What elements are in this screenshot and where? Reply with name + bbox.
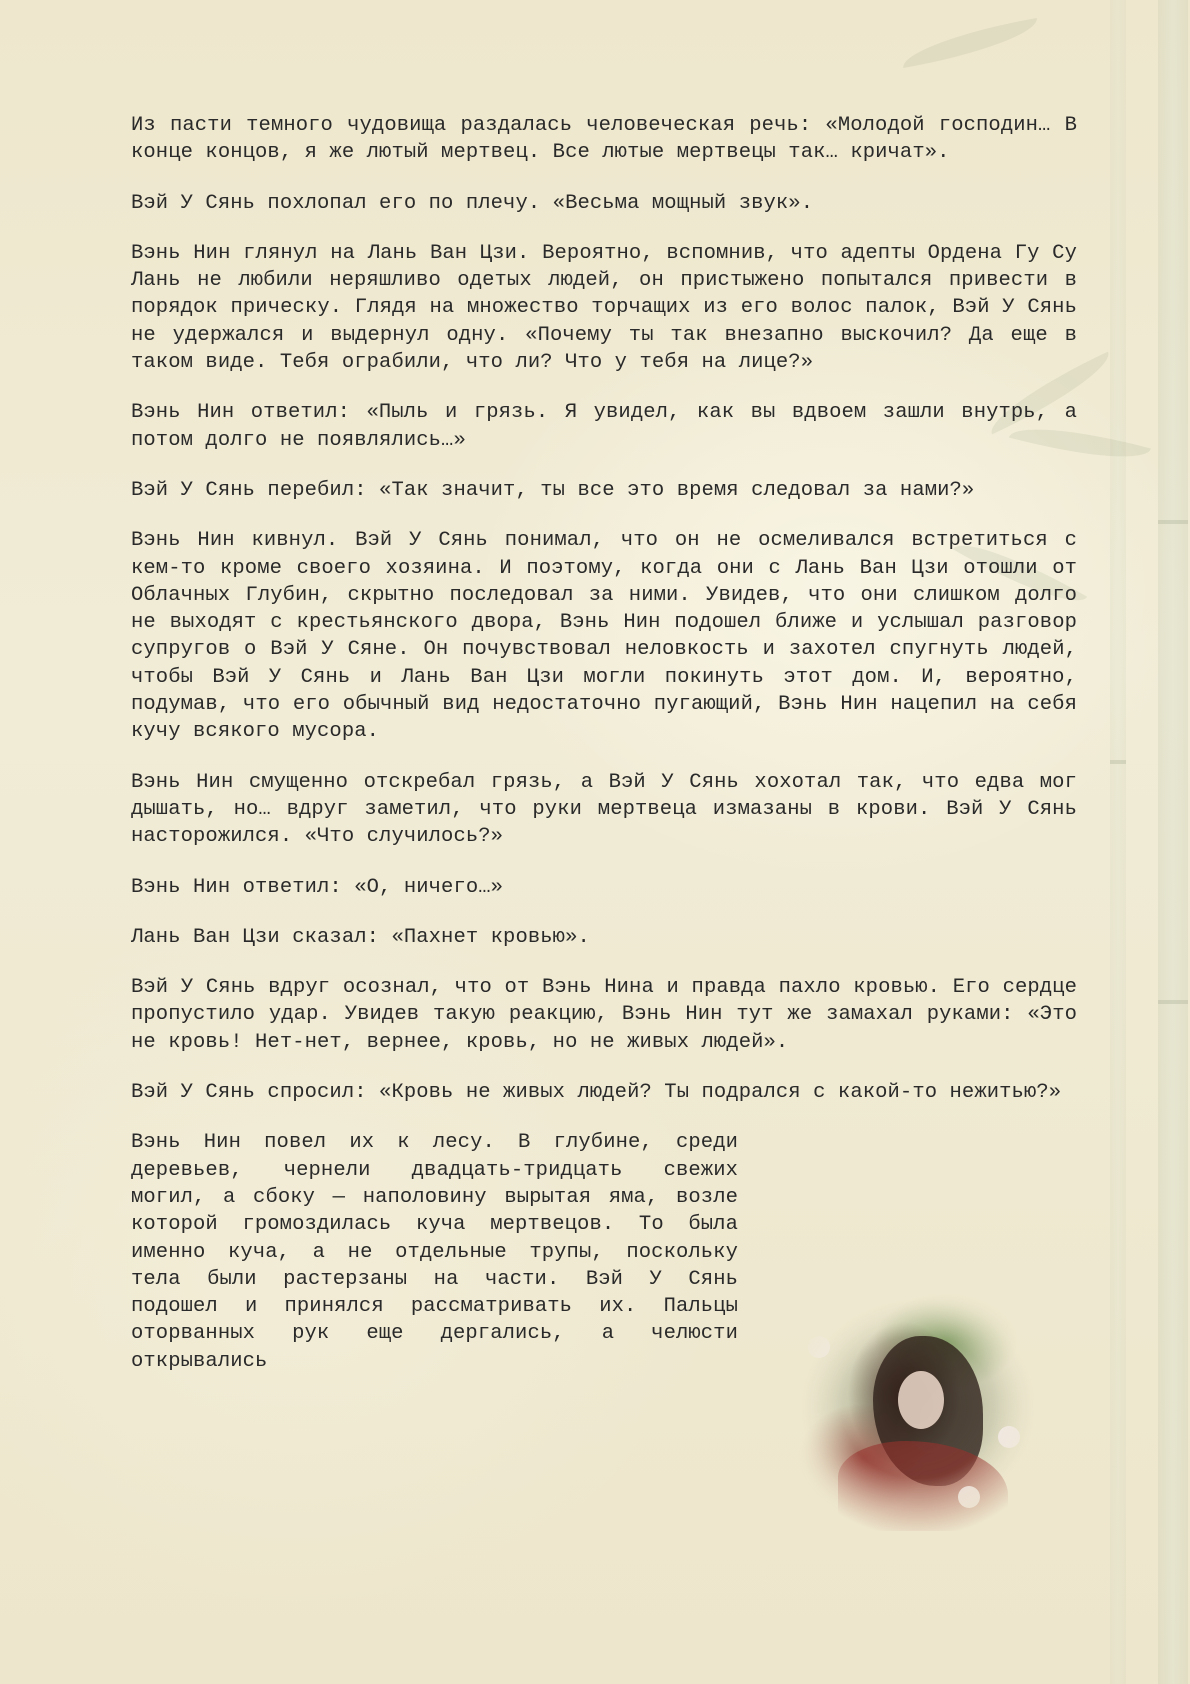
bamboo-decoration xyxy=(1110,0,1126,1684)
bamboo-leaf xyxy=(899,18,1041,68)
bamboo-decoration xyxy=(1158,0,1188,1684)
illustration-blossom xyxy=(958,1486,980,1508)
paragraph: Из пасти темного чудовища раздалась человеческая речь: «Молодой господин… В конце концов, я же лютый мертвец. Все лютые мертвецы так… кричат». xyxy=(131,114,1077,165)
bamboo-node xyxy=(1110,760,1126,764)
bamboo-node xyxy=(1158,520,1188,524)
paragraph: Вэнь Нин глянул на Лань Ван Цзи. Вероятно, вспомнив, что адепты Ордена Гу Су Лань не любили неряшливо одетых людей, он пристыжено попытался привести в порядок прическу. Глядя на множество торчащих из его волос палок, Вэй У Сянь не удержался и выдернул одну. «Почему ты так внезапно выскочил? Да еще в таком виде. Тебя ограбили, что ли? Что у тебя на лице?» xyxy=(131,241,1077,375)
paragraph: Вэй У Сянь вдруг осознал, что от Вэнь Нина и правда пахло кровью. Его сердце пропустило удар. Увидев такую реакцию, Вэнь Нин тут же замахал руками: «Это не кровь! Нет-нет, вернее, кровь, но не живых людей». xyxy=(131,976,1077,1054)
illustration-image xyxy=(778,1276,1058,1538)
paragraph: Вэй У Сянь спросил: «Кровь не живых людей? Ты подрался с какой-то нежитью?» xyxy=(131,1081,1062,1105)
paragraph: Вэнь Нин повел их к лесу. В глубине, среди деревьев, чернели двадцать-тридцать свежих могил, а сбоку — наполовину вырытая яма, возле которой громоздилась куча мертвецов. То была именно куча, а не отдельные трупы, поскольку тела были растерзаны на части. Вэй У Сянь подошел и принялся рассматривать их. Пальцы оторванных рук еще дергались, а челюсти открывались xyxy=(131,1131,738,1373)
illustration-robe xyxy=(838,1441,1008,1531)
illustration-blossom xyxy=(808,1336,830,1358)
paragraph: Вэнь Нин ответил: «Пыль и грязь. Я увидел, как вы вдвоем зашли внутрь, а потом долго не появлялись…» xyxy=(131,401,1077,452)
bamboo-node xyxy=(1158,1000,1188,1004)
document-body xyxy=(131,112,1077,1398)
paragraph: Вэнь Нин смущенно отскребал грязь, а Вэй У Сянь хохотал так, что едва мог дышать, но… вдруг заметил, что руки мертвеца измазаны в крови. Вэй У Сянь насторожился. «Что случилось?» xyxy=(131,770,1077,849)
paragraph: Лань Ван Цзи сказал: «Пахнет кровью». xyxy=(131,925,590,949)
paragraph: Вэй У Сянь похлопал его по плечу. «Весьма мощный звук». xyxy=(131,191,814,215)
illustration-blossom xyxy=(998,1426,1020,1448)
illustration-face xyxy=(898,1371,944,1429)
paragraph: Вэнь Нин кивнул. Вэй У Сянь понимал, что он не осмеливался встретиться с кем-то кроме своего хозяина. И поэтому, когда они с Лань Ван Цзи отошли от Облачных Глубин, скрытно последовал за ними. Увидев, что они слишком долго не выходят с крестьянского двора, Вэнь Нин подошел ближе и услышал разговор супругов о Вэй У Сяне. Он почувствовал неловкость и захотел спугнуть людей, чтобы Вэй У Сянь и Лань Ван Цзи могли покинуть этот дом. И, вероятно, подумав, что его обычный вид недостаточно пугающий, Вэнь Нин нацепил на себя кучу всякого мусора. xyxy=(131,529,1077,744)
paragraph: Вэй У Сянь перебил: «Так значит, ты все это время следовал за нами?» xyxy=(131,478,975,502)
paragraph: Вэнь Нин ответил: «О, ничего…» xyxy=(131,875,504,899)
